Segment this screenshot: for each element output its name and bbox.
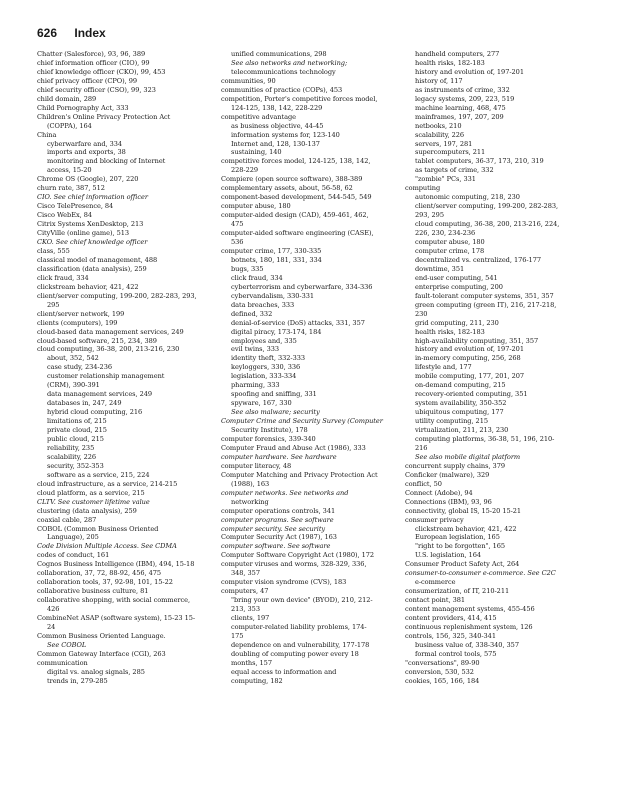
index-entry: cyberwarfare and, 334: [47, 139, 123, 148]
index-entry: conversion, 530, 532: [405, 667, 474, 676]
index-entry: competition, Porter's competitive forces model,: [221, 94, 378, 103]
index-entry: reliability, 235: [47, 443, 95, 452]
index-entry: Code Division Multiple Access. See CDMA: [37, 542, 177, 551]
index-entry: telecommunications technology: [231, 67, 336, 76]
index-entry: keyloggers, 330, 336: [231, 363, 301, 372]
index-entry: Computer Fraud and Abuse Act (1986), 333: [221, 443, 366, 452]
index-entry: defined, 332: [231, 309, 273, 318]
index-entry: decentralized vs. centralized, 176-177: [415, 255, 541, 264]
index-entry: access, 15-20: [47, 166, 92, 175]
index-entry: denial-of-service (DoS) attacks, 331, 357: [231, 318, 365, 327]
index-entry: chief information officer (CIO), 99: [37, 58, 150, 67]
index-entry: connectivity, global IS, 15-20 15-21: [405, 506, 522, 515]
index-entry: Language), 205: [47, 533, 99, 542]
index-entry: See COBOL: [47, 640, 87, 649]
index-entry: scalability, 226: [415, 130, 465, 139]
index-entry: cybervandalism, 330-331: [231, 291, 315, 300]
index-entry: customer relationship management: [47, 372, 165, 381]
index-entry: information systems for, 123-140: [231, 130, 340, 139]
index-entry: CIO. See chief information officer: [37, 193, 148, 202]
index-entry: as business objective, 44-45: [231, 121, 324, 130]
index-entry: European legislation, 165: [415, 533, 500, 542]
index-entry: click fraud, 334: [231, 273, 283, 282]
index-entry: public cloud, 215: [47, 434, 104, 443]
index-entry: botnets, 180, 181, 331, 334: [231, 255, 322, 264]
index-entry: See also networks and networking;: [231, 58, 348, 67]
index-entry: computer-related liability problems, 174-: [231, 623, 367, 631]
index-entry: Consumer Product Safety Act, 264: [405, 560, 520, 569]
index-entry: Conficker (malware), 329: [405, 470, 490, 479]
index-entry: Compiere (open source software), 388-389: [221, 175, 363, 184]
index-entry: Computer Matching and Privacy Protection Act: [221, 470, 378, 479]
index-entry: netbooks, 210: [415, 121, 462, 130]
index-entry: computer-aided software engineering (CASE),: [221, 229, 374, 238]
index-entry: clients (computers), 199: [37, 318, 118, 327]
index-entry: recovery-oriented computing, 351: [415, 390, 528, 399]
index-entry: computing platforms, 36-38, 51, 196, 210-: [415, 434, 555, 443]
index-entry: Chrome OS (Google), 207, 220: [37, 175, 139, 184]
index-entry: machine learning, 468, 475: [415, 103, 506, 112]
index-entry: as instruments of crime, 332: [415, 85, 510, 94]
index-entry: Common Business Oriented Language.: [37, 631, 166, 640]
index-entry: 475: [231, 220, 244, 229]
index-column-2: [221, 50, 403, 686]
index-entry: communities of practice (COPs), 453: [221, 85, 343, 94]
index-entry: client/server computing, 199-200, 282-283, 293,: [37, 291, 197, 300]
index-entry: computing: [405, 184, 441, 193]
index-entry: class, 555: [37, 246, 70, 255]
index-entry: fault-tolerant computer systems, 351, 357: [415, 291, 554, 300]
index-column-1: [37, 50, 219, 686]
index-column-3: [405, 50, 587, 686]
index-entry: utility computing, 215: [415, 417, 488, 426]
index-entry: health risks, 182-183: [415, 58, 485, 67]
index-entry: computer crime, 177, 330-335: [221, 246, 322, 255]
index-entry: See also mobile digital platform: [415, 452, 521, 461]
index-entry: e-commerce: [415, 578, 456, 587]
index-entry: consumer-to-consumer e-commerce. See C2C: [405, 569, 556, 578]
index-entry: computer-aided design (CAD), 459-461, 462,: [221, 211, 369, 220]
index-entry: legacy systems, 209, 223, 519: [415, 94, 515, 103]
page-title: Index: [74, 26, 106, 40]
index-entry: digital vs. analog signals, 285: [47, 667, 145, 676]
index-entry: clustering (data analysis), 259: [37, 506, 137, 515]
index-entry: Cognos Business Intelligence (IBM), 494, 15-18: [37, 560, 195, 569]
index-entry: communication: [37, 658, 88, 667]
index-entry: computer forensics, 339-340: [221, 434, 316, 443]
index-entry: computing, 182: [231, 676, 283, 685]
index-entry: classification (data analysis), 259: [37, 264, 147, 273]
index-entry: 230: [415, 309, 428, 318]
index-entry: chief security officer (CSO), 99, 323: [37, 85, 156, 94]
index-entry: Connections (IBM), 93, 96: [405, 497, 492, 506]
index-entry: coaxial cable, 287: [37, 515, 97, 524]
index-entry: history and evolution of, 197-201: [415, 345, 524, 354]
index-entry: health risks, 182-183: [415, 327, 485, 336]
index-entry: cloud computing, 36-38, 200, 213-216, 224,: [415, 220, 560, 229]
index-entry: controls, 156, 325, 340-341: [405, 631, 496, 640]
index-entry: CombineNet ASAP (software system), 15-23 15-: [37, 614, 196, 623]
index-entry: content management systems, 455-456: [405, 605, 535, 614]
index-entry: formal control tools, 575: [415, 649, 497, 658]
index-entry: component-based development, 544-545, 549: [221, 193, 372, 202]
index-entry: computer security. See security: [221, 524, 326, 533]
index-entry: equal access to information and: [231, 667, 337, 676]
index-entry: 293, 295: [415, 211, 444, 220]
index-entry: Chatter (Salesforce), 93, 96, 389: [37, 50, 146, 58]
index-entry: computer hardware. See hardware: [221, 452, 337, 461]
index-entry: virtualization, 211, 213, 230: [415, 426, 509, 435]
index-entry: click fraud, 334: [37, 273, 89, 282]
index-entry: chief privacy officer (CPO), 99: [37, 76, 138, 85]
index-entry: competitive forces model, 124-125, 138, 142,: [221, 157, 371, 166]
index-entry: collaboration tools, 37, 92-98, 101, 15-22: [37, 578, 173, 587]
index-entry: See also malware; security: [231, 408, 320, 417]
index-entry: data management services, 249: [47, 390, 153, 399]
index-entry: limitations of, 215: [47, 417, 107, 426]
index-entry: (1988), 163: [231, 479, 270, 488]
index-entry: codes of conduct, 161: [37, 551, 110, 560]
index-entry: Citrix Systems XenDesktop, 213: [37, 220, 144, 229]
index-entry: "conversations", 89-90: [405, 658, 480, 667]
index-entry: in-memory computing, 256, 268: [415, 354, 521, 363]
index-entry: servers, 197, 281: [415, 139, 473, 148]
index-entry: legislation, 333-334: [231, 372, 297, 381]
index-entry: Connect (Adobe), 94: [405, 488, 473, 497]
index-entry: competitive advantage: [221, 112, 296, 121]
index-entry: lifestyle and, 177: [415, 363, 472, 372]
index-entry: Child Pornography Act, 333: [37, 103, 129, 112]
index-entry: end-user computing, 541: [415, 273, 498, 282]
index-entry: communities, 90: [221, 76, 276, 85]
index-entry: grid computing, 211, 230: [415, 318, 499, 327]
index-entry: mobile computing, 177, 201, 207: [415, 372, 525, 381]
index-entry: cyberterrorism and cyberwarfare, 334-336: [231, 282, 373, 291]
index-entry: 295: [47, 300, 60, 309]
index-entry: private cloud, 215: [47, 426, 107, 435]
index-entry: clickstream behavior, 421, 422: [415, 524, 517, 533]
index-entry: China: [37, 130, 57, 139]
index-entry: digital piracy, 173-174, 184: [231, 327, 322, 336]
index-entry: spoofing and sniffing, 331: [231, 390, 317, 399]
index-entry: Computer Software Copyright Act (1980), 172: [221, 551, 375, 560]
index-entry: imports and exports, 38: [47, 148, 126, 157]
index-entry: business value of, 338-340, 357: [415, 640, 519, 649]
index-entry: data breaches, 333: [231, 300, 295, 309]
index-entry: Security Institute), 178: [231, 426, 308, 435]
index-entry: cloud platform, as a service, 215: [37, 488, 145, 497]
index-entry: doubling of computing power every 18: [231, 649, 359, 658]
index-entry: mainframes, 197, 207, 209: [415, 112, 504, 121]
index-entry: system availability, 350-352: [415, 399, 507, 408]
index-entry: child domain, 289: [37, 94, 97, 103]
index-entry: software as a service, 215, 224: [47, 470, 150, 479]
index-entry: hybrid cloud computing, 216: [47, 408, 143, 417]
index-entry: Common Gateway Interface (CGI), 263: [37, 649, 166, 658]
index-entry: security, 352-353: [47, 461, 104, 470]
index-entry: clients, 197: [231, 614, 270, 623]
index-entry: 124-125, 138, 142, 228-229: [231, 103, 323, 112]
index-entry: dependence on and vulnerability, 177-178: [231, 640, 370, 649]
index-entry: CKO. See chief knowledge officer: [37, 238, 148, 247]
index-entry: client/server computing, 199-200, 282-283,: [415, 202, 559, 211]
index-entry: clickstream behavior, 421, 422: [37, 282, 139, 291]
index-entry: trends in, 279-285: [47, 676, 108, 685]
index-entry: collaboration, 37, 72, 88-92, 456, 475: [37, 569, 162, 578]
index-entry: Internet and, 128, 130-137: [231, 139, 320, 148]
index-entry: (COPPA), 164: [47, 121, 92, 130]
index-entry: employees and, 335: [231, 336, 297, 345]
index-entry: concurrent supply chains, 379: [405, 461, 505, 470]
index-entry: about, 352, 542: [47, 354, 99, 363]
index-entry: unified communications, 298: [231, 50, 327, 58]
index-entry: months, 157: [231, 658, 272, 667]
index-entry: history of, 117: [415, 76, 463, 85]
index-entry: complementary assets, about, 56-58, 62: [221, 184, 353, 193]
index-entry: bugs, 335: [231, 264, 264, 273]
index-entry: 228-229: [231, 166, 259, 175]
index-entry: monitoring and blocking of Internet: [47, 157, 166, 166]
index-entry: 348, 357: [231, 569, 260, 578]
index-entry: client/server network, 199: [37, 309, 125, 318]
index-entry: (CRM), 390-391: [47, 381, 100, 390]
index-entry: computer literacy, 48: [221, 461, 292, 470]
index-entry: "zombie" PCs, 331: [415, 175, 476, 184]
index-entry: continuous replenishment system, 126: [405, 623, 533, 631]
index-entry: cloud-based software, 215, 234, 389: [37, 336, 157, 345]
index-entry: cookies, 165, 166, 184: [405, 676, 480, 685]
index-entry: tablet computers, 36-37, 173, 210, 319: [415, 157, 544, 166]
index-entry: CLTV. See customer lifetime value: [37, 497, 150, 506]
index-entry: 426: [47, 605, 60, 614]
index-entry: "right to be forgotten", 165: [415, 542, 506, 551]
index-entry: cloud-based data management services, 249: [37, 327, 184, 336]
index-entry: U.S. legislation, 164: [415, 551, 481, 560]
index-entry: content providers, 414, 415: [405, 614, 497, 623]
index-entry: 536: [231, 238, 244, 247]
index-entry: autonomic computing, 218, 230: [415, 193, 520, 202]
index-entry: 226, 230, 234-236: [415, 229, 476, 238]
index-entry: 216: [415, 443, 428, 452]
index-entry: computer abuse, 180: [221, 202, 291, 211]
index-entry: chief knowledge officer (CKO), 99, 453: [37, 67, 166, 76]
index-entry: computers, 47: [221, 587, 269, 596]
index-entry: pharming, 333: [231, 381, 280, 390]
index-entry: scalability, 226: [47, 452, 97, 461]
index-entry: 213, 353: [231, 605, 260, 614]
page-header: [37, 26, 106, 40]
index-entry: consumerization, of IT, 210-211: [405, 587, 510, 596]
index-entry: supercomputers, 211: [415, 148, 486, 157]
index-entry: downtime, 351: [415, 264, 465, 273]
index-entry: COBOL (Common Business Oriented: [37, 524, 159, 533]
index-entry: computer software. See software: [221, 542, 331, 551]
index-entry: collaborative business culture, 81: [37, 587, 149, 596]
index-entry: contact point, 381: [405, 596, 466, 605]
index-entry: on-demand computing, 215: [415, 381, 506, 390]
index-entry: churn rate, 387, 512: [37, 184, 105, 193]
index-entry: Cisco WebEx, 84: [37, 211, 93, 220]
index-entry: 24: [47, 623, 56, 631]
index-entry: computer viruses and worms, 328-329, 336,: [221, 560, 367, 569]
index-entry: computer programs. See software: [221, 515, 334, 524]
index-entry: green computing (green IT), 216, 217-218,: [415, 300, 557, 309]
index-entry: classical model of management, 488: [37, 255, 158, 264]
index-entry: Cisco TelePresence, 84: [37, 202, 114, 211]
index-entry: identity theft, 332-333: [231, 354, 306, 363]
index-entry: Computer Security Act (1987), 163: [221, 533, 337, 542]
index-entry: Computer Crime and Security Survey (Computer: [221, 417, 383, 426]
index-entry: evil twins, 333: [231, 345, 280, 354]
index-entry: cloud computing, 36-38, 200, 213-216, 230: [37, 345, 180, 354]
index-entry: CityVille (online game), 513: [37, 229, 130, 238]
index-entry: spyware, 167, 330: [231, 399, 292, 408]
index-entry: sustaining, 140: [231, 148, 282, 157]
index-entry: case study, 234-236: [47, 363, 112, 372]
index-entry: conflict, 50: [405, 479, 442, 488]
index-entry: enterprise computing, 200: [415, 282, 503, 291]
index-entry: networking: [231, 497, 269, 506]
index-entry: handheld computers, 277: [415, 50, 500, 58]
index-entry: databases in, 247, 249: [47, 399, 122, 408]
page-number: 626: [37, 26, 58, 40]
index-entry: computer vision syndrome (CVS), 183: [221, 578, 347, 587]
index-entry: computer crime, 178: [415, 246, 485, 255]
index-entry: computer abuse, 180: [415, 238, 485, 247]
index-entry: collaborative shopping, with social commerce,: [37, 596, 191, 605]
index-entry: as targets of crime, 332: [415, 166, 494, 175]
index-entry: Children's Online Privacy Protection Act: [37, 112, 171, 121]
index-entry: 175: [231, 631, 244, 640]
index-entry: consumer privacy: [405, 515, 464, 524]
index-entry: ubiquitous computing, 177: [415, 408, 504, 417]
index-entry: computer networks. See networks and: [221, 488, 349, 497]
index-entry: high-availability computing, 351, 357: [415, 336, 539, 345]
index-entry: history and evolution of, 197-201: [415, 67, 524, 76]
index-entry: cloud infrastructure, as a service, 214-215: [37, 479, 178, 488]
index-entry: "bring your own device" (BYOD), 210, 212-: [231, 596, 373, 605]
index-entry: computer operations controls, 341: [221, 506, 336, 515]
